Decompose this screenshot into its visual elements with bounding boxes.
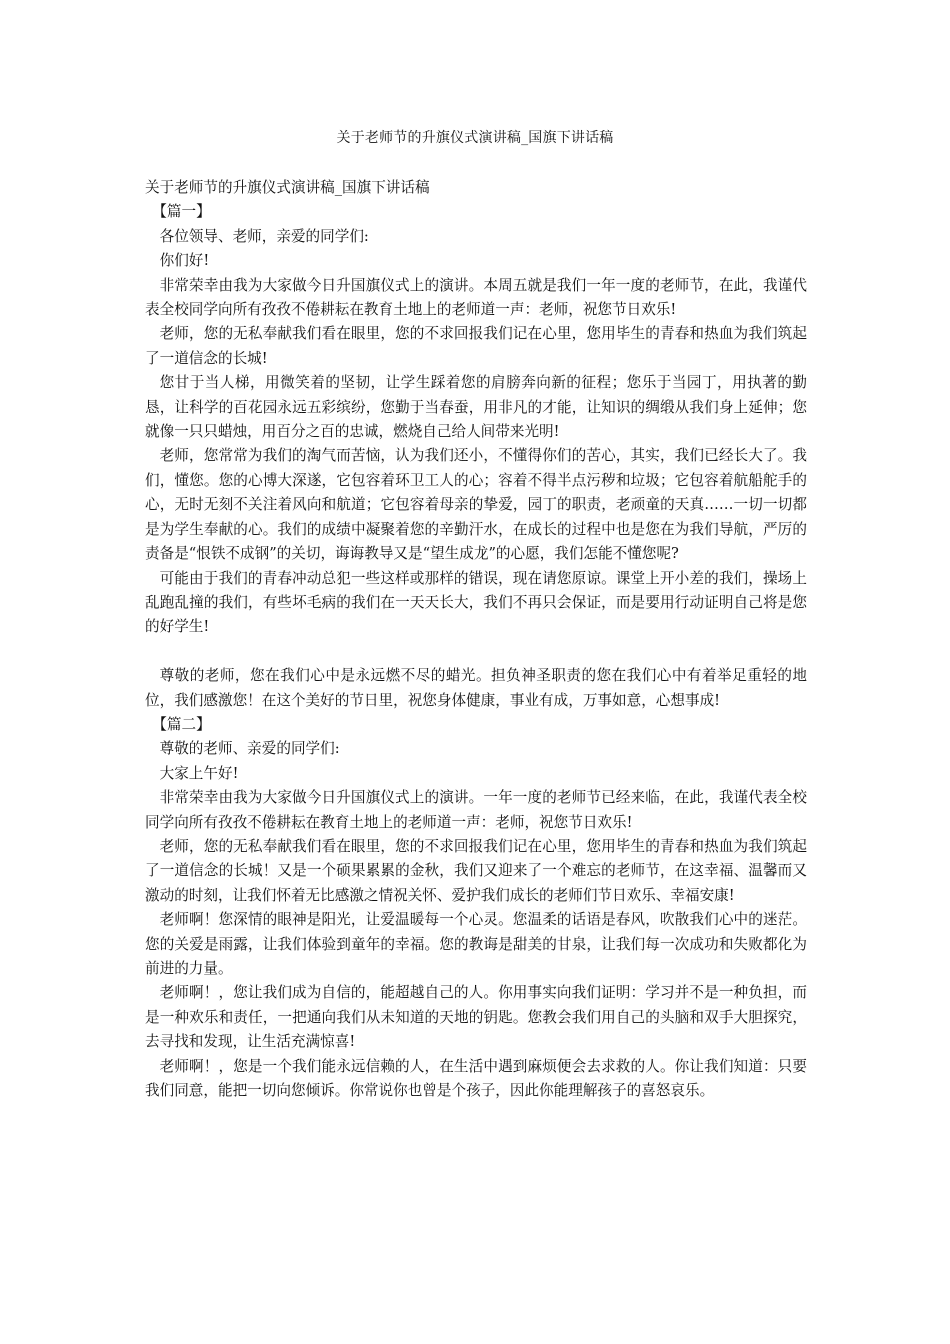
section-2-paragraph: 老师，您的无私奉献我们看在眼里，您的不求回报我们记在心里，您用毕生的青春和热血为我们筑起了一道信念的长城！又是一个硕果累累的金秋，我们又迎来了一个难忘的老师节，在这幸福、温馨而又激动的时刻，让我们怀着无比感激之情祝关怀、爱护我们成长的老师们节日欢乐、幸福安康! — [145, 837, 807, 904]
section-2-mark: 【篇二】 — [152, 715, 211, 733]
section-1-paragraph: 尊敬的老师，您在我们心中是永远燃不尽的蜡光。担负神圣职责的您在我们心中有着举足重轻的地位，我们感激您！在这个美好的节日里，祝您身体健康，事业有成，万事如意，心想事成! — [145, 667, 807, 709]
section-2-paragraph: 非常荣幸由我为大家做今日升国旗仪式上的演讲。一年一度的老师节已经来临，在此，我谨代表全校同学向所有孜孜不倦耕耘在教育土地上的老师道一声：老师，祝您节日欢乐! — [145, 789, 807, 831]
section-2-paragraph: 老师啊！，您是一个我们能永远信赖的人，在生活中遇到麻烦便会去求救的人。你让我们知道：只要我们同意，能把一切向您倾诉。你常说你也曾是个孩子，因此你能理解孩子的喜怒哀乐。 — [145, 1057, 807, 1100]
section-2-hello: 大家上午好! — [159, 764, 239, 782]
document-heading: 关于老师节的升旗仪式演讲稿_国旗下讲话稿 — [145, 179, 430, 196]
section-2-greeting: 尊敬的老师、亲爱的同学们: — [159, 740, 340, 758]
section-2-paragraph: 老师啊！您深情的眼神是阳光，让爱温暖每一个心灵。您温柔的话语是春风，吹散我们心中的迷茫。您的关爱是雨露，让我们体验到童年的幸福。您的教诲是甜美的甘泉，让我们每一次成功和失败都化为前进的力量。 — [145, 911, 807, 977]
blank-line — [145, 640, 807, 664]
section-1-greeting: 各位领导、老师，亲爱的同学们: — [159, 227, 369, 245]
document-body — [145, 176, 807, 1103]
section-1-paragraph: 非常荣幸由我为大家做今日升国旗仪式上的演讲。本周五就是我们一年一度的老师节，在此，我谨代表全校同学向所有孜孜不倦耕耘在教育土地上的老师道一声：老师，祝您节日欢乐! — [145, 276, 807, 319]
section-1-paragraph: 老师，您的无私奉献我们看在眼里，您的不求回报我们记在心里，您用毕生的青春和热血为我们筑起了一道信念的长城! — [145, 325, 807, 367]
section-1-paragraph: 老师，您常常为我们的淘气而苦恼，认为我们还小，不懂得你们的苦心，其实，我们已经长大了。我们，懂您。您的心博大深遂，它包容着环卫工人的心；容着不得半点污秽和垃圾；它包容着航船舵手的心，无时无刻不关注着风向和航道；它包容着母亲的挚爱，园丁的职责，老顽童的天真……一切一切都是为学生奉献的心。我们的成绩中凝聚着您的辛勤汗水，在成长的过程中也是您在为我们导航，严厉的责备是“恨铁不成钢”的关切，诲诲教导又是“望生成龙”的心愿，我们怎能不懂您呢? — [145, 447, 807, 563]
section-2-paragraph: 老师啊！，您让我们成为自信的，能超越自己的人。你用事实向我们证明：学习并不是一种负担，而是一种欢乐和责任，一把通向我们从未知道的天地的钥匙。您教会我们用自己的头脑和双手大胆探究，去寻找和发现，让生活充满惊喜! — [145, 984, 807, 1051]
section-1-paragraph: 可能由于我们的青春冲动总犯一些这样或那样的错误，现在请您原谅。课堂上开小差的我们，操场上乱跑乱撞的我们，有些坏毛病的我们在一天天长大，我们不再只会保证，而是要用行动证明自己将是您的好学生! — [145, 569, 807, 636]
section-1-paragraph: 您甘于当人梯，用微笑着的坚韧，让学生踩着您的肩膀奔向新的征程；您乐于当园丁，用执著的勤恳，让科学的百花园永远五彩缤纷，您勤于当春蚕，用非凡的才能，让知识的绸缎从我们身上延伸；您就像一只只蜡烛，用百分之百的忠诚，燃烧自己给人间带来光明! — [145, 374, 807, 441]
section-1-mark: 【篇一】 — [152, 203, 211, 221]
section-1-hello: 你们好! — [159, 252, 210, 270]
page-title: 关于老师节的升旗仪式演讲稿_国旗下讲话稿 — [336, 130, 614, 146]
